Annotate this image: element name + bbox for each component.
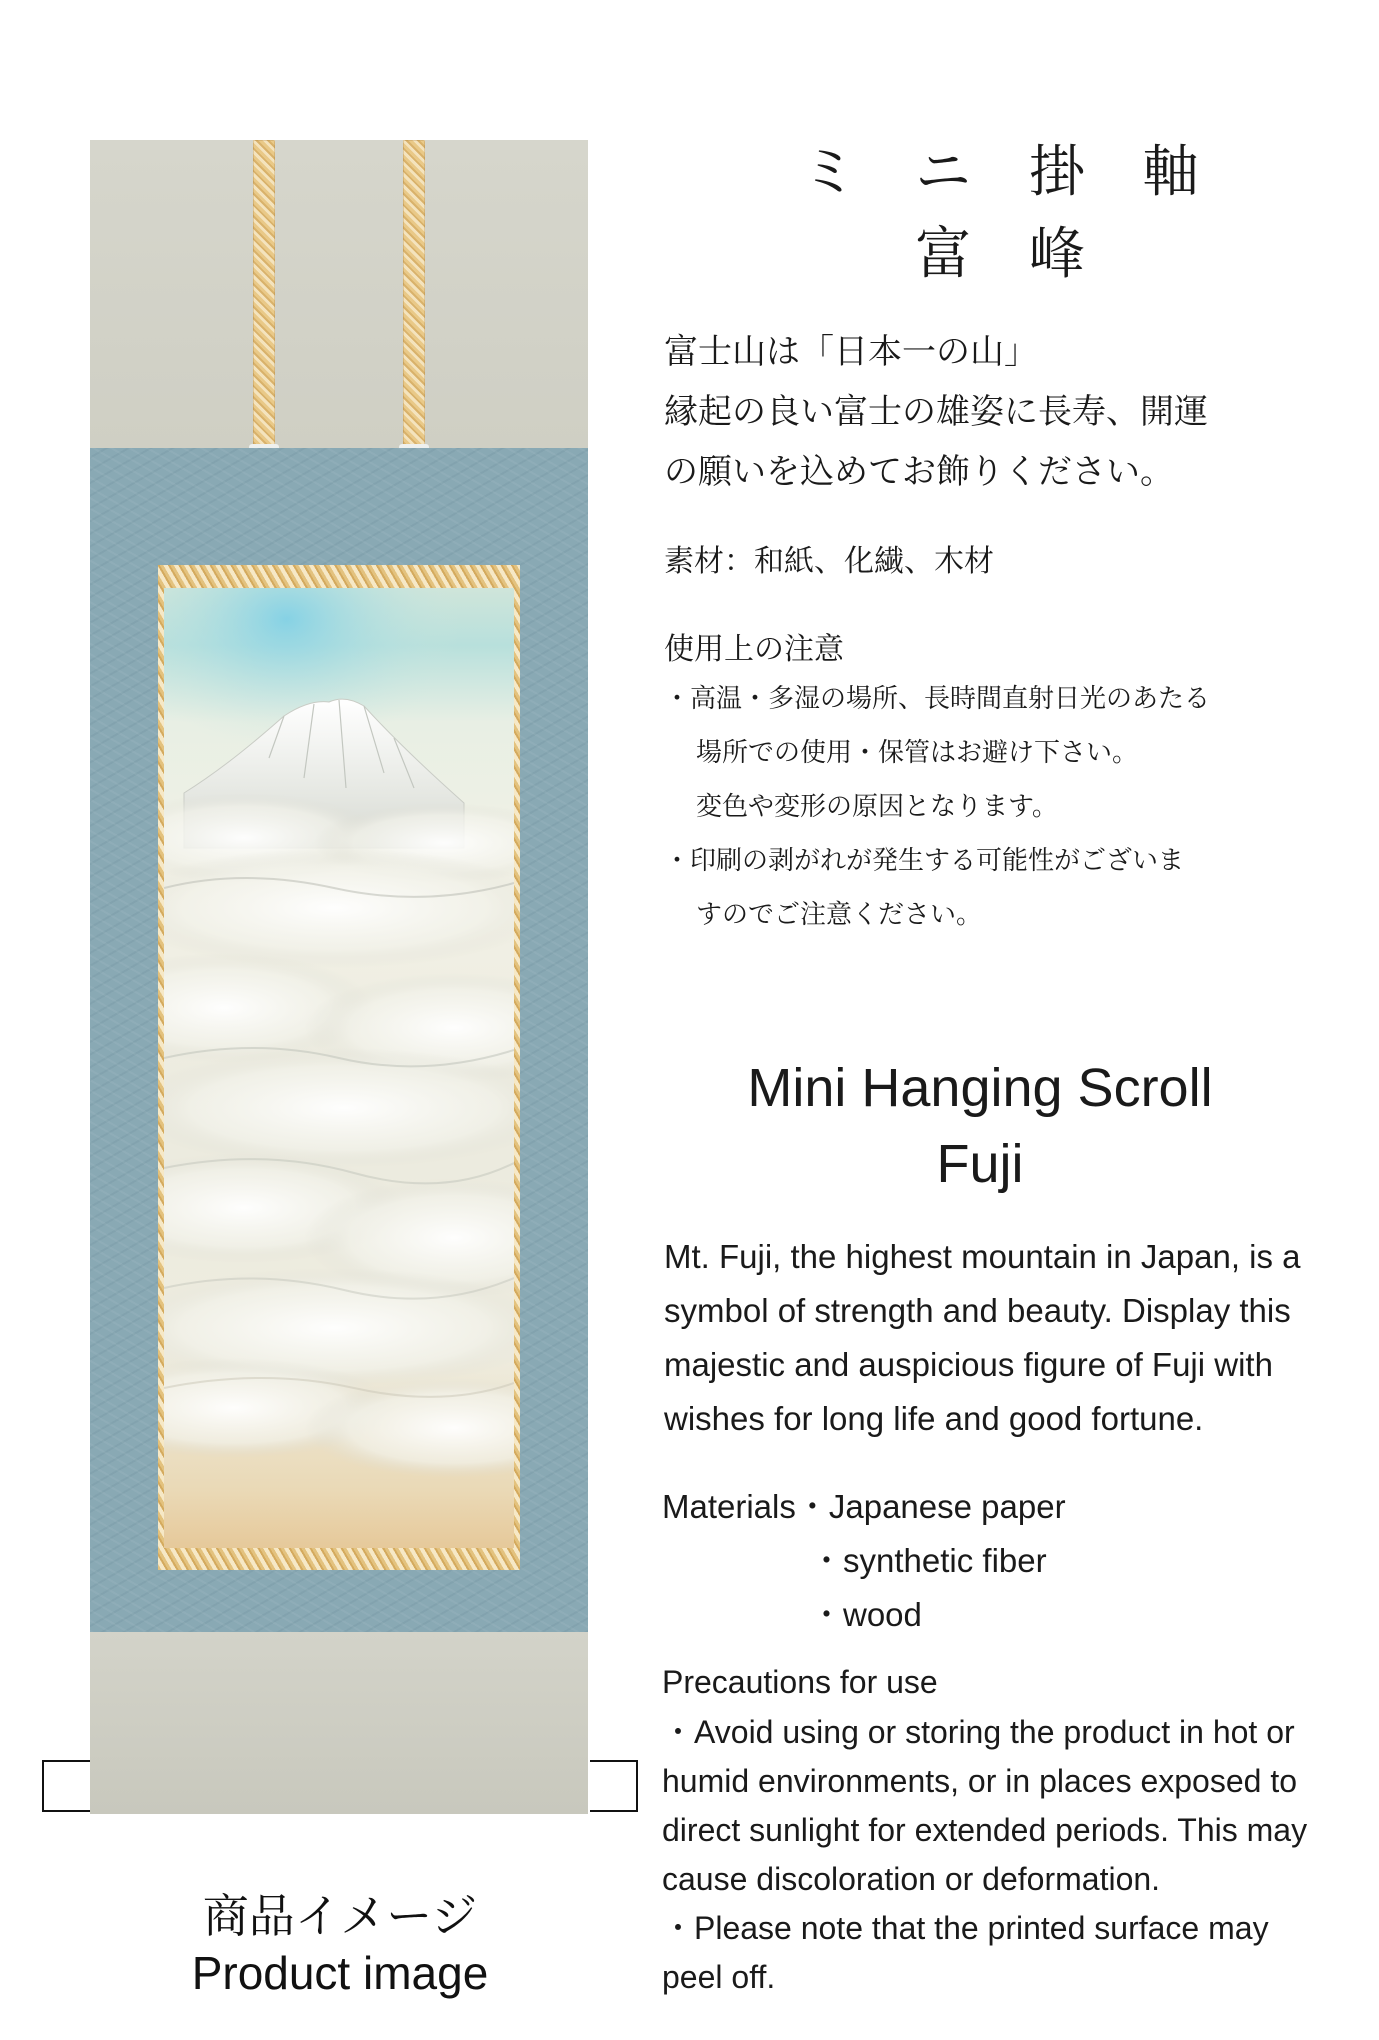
material-item: ・Japanese paper xyxy=(795,1488,1066,1525)
material-item: ・wood xyxy=(810,1596,922,1633)
image-caption-en: Product image xyxy=(191,1947,489,1999)
precaution-jp-line: 場所での使用・保管はお避け下さい。 xyxy=(696,738,1139,768)
title-en-line-2: Fuji xyxy=(936,1134,1024,1194)
scroll-rod-end-left xyxy=(42,1760,90,1812)
fuji-painting xyxy=(164,588,514,1548)
product-image xyxy=(0,0,640,2040)
description-jp-line: 富士山は「日本一の山」 xyxy=(664,332,1038,372)
scroll-rod-end-right xyxy=(590,1760,638,1812)
precaution-en-line: direct sunlight for extended periods. This may xyxy=(662,1812,1308,1848)
precaution-jp-line: ・印刷の剥がれが発生する可能性がございま xyxy=(664,846,1185,876)
title-jp-line-1: ミ ニ 掛 軸 xyxy=(801,140,1219,205)
description-jp-line: 縁起の良い富士の雄姿に長寿、開運 xyxy=(664,392,1208,432)
precautions-jp-title: 使用上の注意 xyxy=(664,632,844,667)
description-en: Mt. Fuji, the highest mountain in Japan, is a symbol of strength and beauty. Display this majestic and auspicious figure of Fuji with wishes for long life and good fortune. xyxy=(664,1238,1301,1437)
image-caption-jp: 商品イメージ xyxy=(202,1889,478,1943)
precautions-en-title: Precautions for use xyxy=(662,1664,938,1700)
precaution-jp-line: 変色や変形の原因となります。 xyxy=(696,792,1058,822)
precaution-en-line: humid environments, or in places exposed to xyxy=(662,1763,1298,1799)
materials-en xyxy=(662,1480,1066,1642)
scroll-top-mounting xyxy=(90,140,588,448)
materials-jp: 素材：和紙、化繊、木材 xyxy=(664,544,994,579)
precautions-en xyxy=(662,1708,1362,2002)
product-description xyxy=(660,0,1360,2040)
scroll-hanging-strip-right xyxy=(403,140,425,452)
precaution-en-line: cause discoloration or deformation. xyxy=(662,1861,1161,1897)
title-en-line-1: Mini Hanging Scroll xyxy=(747,1058,1213,1118)
description-jp xyxy=(664,322,1208,502)
material-item: ・synthetic fiber xyxy=(810,1542,1047,1579)
precaution-jp-line: すのでご注意ください。 xyxy=(696,900,983,930)
materials-en-label: Materials xyxy=(662,1488,796,1525)
description-jp-line: の願いを込めてお飾りください。 xyxy=(664,452,1174,492)
clouds xyxy=(164,793,514,1478)
precaution-en-line: ・Please note that the printed surface may xyxy=(662,1910,1269,1946)
precautions-jp xyxy=(664,672,1210,942)
precaution-jp-line: ・高温・多湿の場所、長時間直射日光のあたる xyxy=(664,684,1211,714)
precaution-en-line: ・Avoid using or storing the product in hot or xyxy=(662,1714,1295,1750)
scroll-bottom-mounting xyxy=(90,1632,588,1814)
precaution-en-line: peel off. xyxy=(662,1959,776,1995)
scroll-hanging-strip-left xyxy=(253,140,275,452)
title-jp-line-2: 富 峰 xyxy=(915,222,1105,287)
